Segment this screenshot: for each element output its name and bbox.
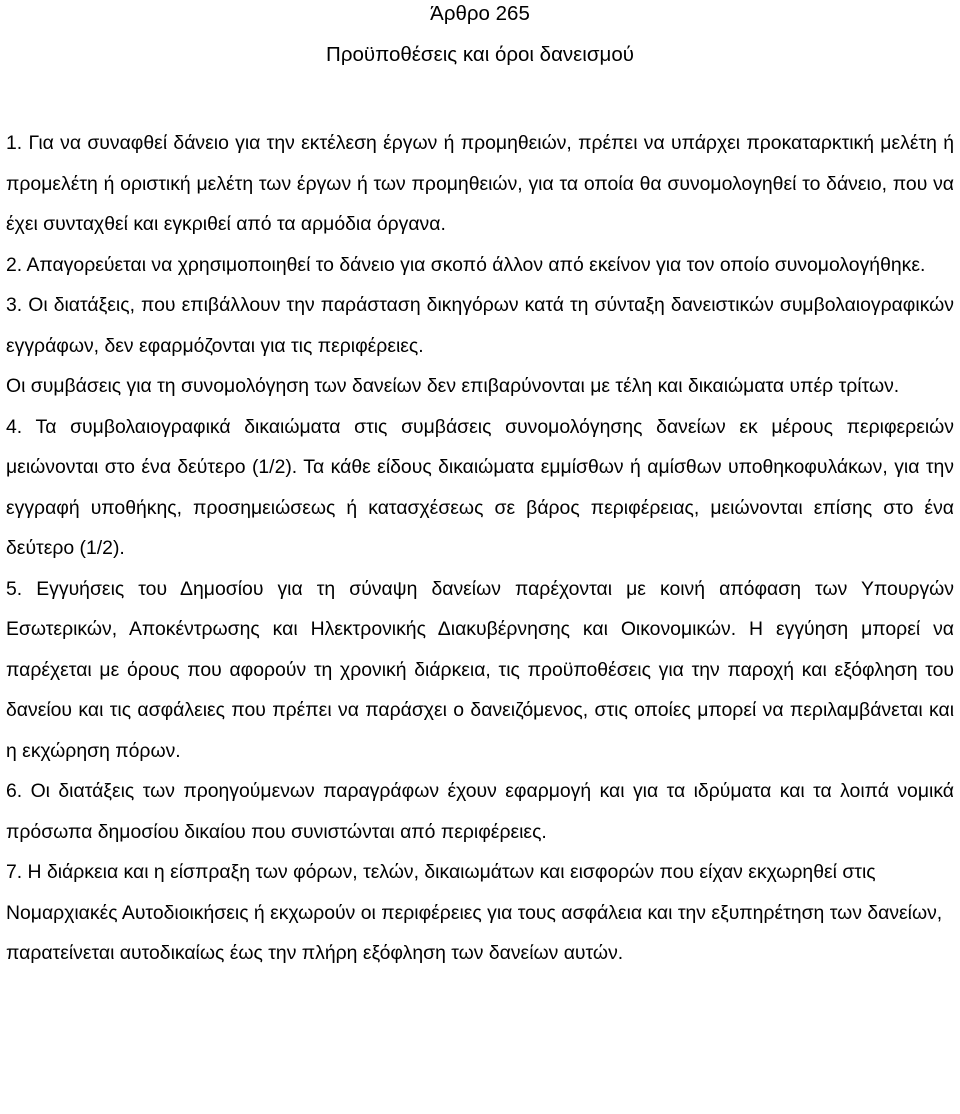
article-subtitle: Προϋποθέσεις και όροι δανεισμού (326, 43, 634, 66)
paragraph-7: 7. Η διάρκεια και η είσπραξη των φόρων, τελών, δικαιωμάτων και εισφορών που είχαν εκχωρηθεί στις Νομαρχιακές Αυτοδιοικήσεις ή εκχωρούν οι περιφέρειες για τους ασφάλεια και την εξυπηρέτηση των δανείων, παρατείνεται αυτοδικαίως έως την πλήρη εξόφληση των δανείων αυτών. (6, 861, 943, 964)
paragraph-3: 3. Οι διατάξεις, που επιβάλλουν την παράσταση δικηγόρων κατά τη σύνταξη δανειστικών συμβολαιογραφικών εγγράφων, δεν εφαρμόζονται για τις περιφέρειες. (6, 294, 954, 357)
paragraph-2: 2. Απαγορεύεται να χρησιμοποιηθεί το δάνειο για σκοπό άλλον από εκείνον για τον οποίο συνομολογήθηκε. (6, 253, 926, 276)
paragraph-1: 1. Για να συναφθεί δάνειο για την εκτέλεση έργων ή προμηθειών, πρέπει να υπάρχει προκαταρκτική μελέτη ή προμελέτη ή οριστική μελέτη των έργων ή των προμηθειών, για τα οποία θα συνομολογηθεί το δάνειο, που να έχει συνταχθεί και εγκριθεί από τα αρμόδια όργανα. (6, 132, 954, 235)
article-body (6, 123, 954, 974)
article-title: Άρθρο 265 (430, 2, 530, 25)
paragraph-5: 5. Εγγυήσεις του Δημοσίου για τη σύναψη δανείων παρέχονται με κοινή απόφαση των Υπουργών Εσωτερικών, Αποκέντρωσης και Ηλεκτρονικής Διακυβέρνησης και Οικονομικών. Η εγγύηση μπορεί να παρέχεται με όρους που αφορούν τη χρονική διάρκεια, τις προϋποθέσεις για την παροχή και εξόφληση του δανείου και τις ασφάλειες που πρέπει να παράσχει ο δανειζόμενος, στις οποίες μπορεί να περιλαμβάνεται και η εκχώρηση πόρων. (6, 577, 954, 762)
paragraph-4: 4. Τα συμβολαιογραφικά δικαιώματα στις συμβάσεις συνομολόγησης δανείων εκ μέρους περιφερειών μειώνονται στο ένα δεύτερο (1/2). Τα κάθε είδους δικαιώματα εμμίσθων ή αμίσθων υποθηκοφυλάκων, για την εγγραφή υποθήκης, προσημειώσεως ή κατασχέσεως σε βάρος περιφέρειας, μειώνονται επίσης στο ένα δεύτερο (1/2). (6, 415, 954, 559)
paragraph-6: 6. Οι διατάξεις των προηγούμενων παραγράφων έχουν εφαρμογή και για τα ιδρύματα και τα λοιπά νομικά πρόσωπα δημοσίου δικαίου που συνιστώνται από περιφέρειες. (6, 780, 954, 843)
paragraph-3-continued: Οι συμβάσεις για τη συνομολόγηση των δανείων δεν επιβαρύνονται με τέλη και δικαιώματα υπέρ τρίτων. (6, 375, 900, 397)
